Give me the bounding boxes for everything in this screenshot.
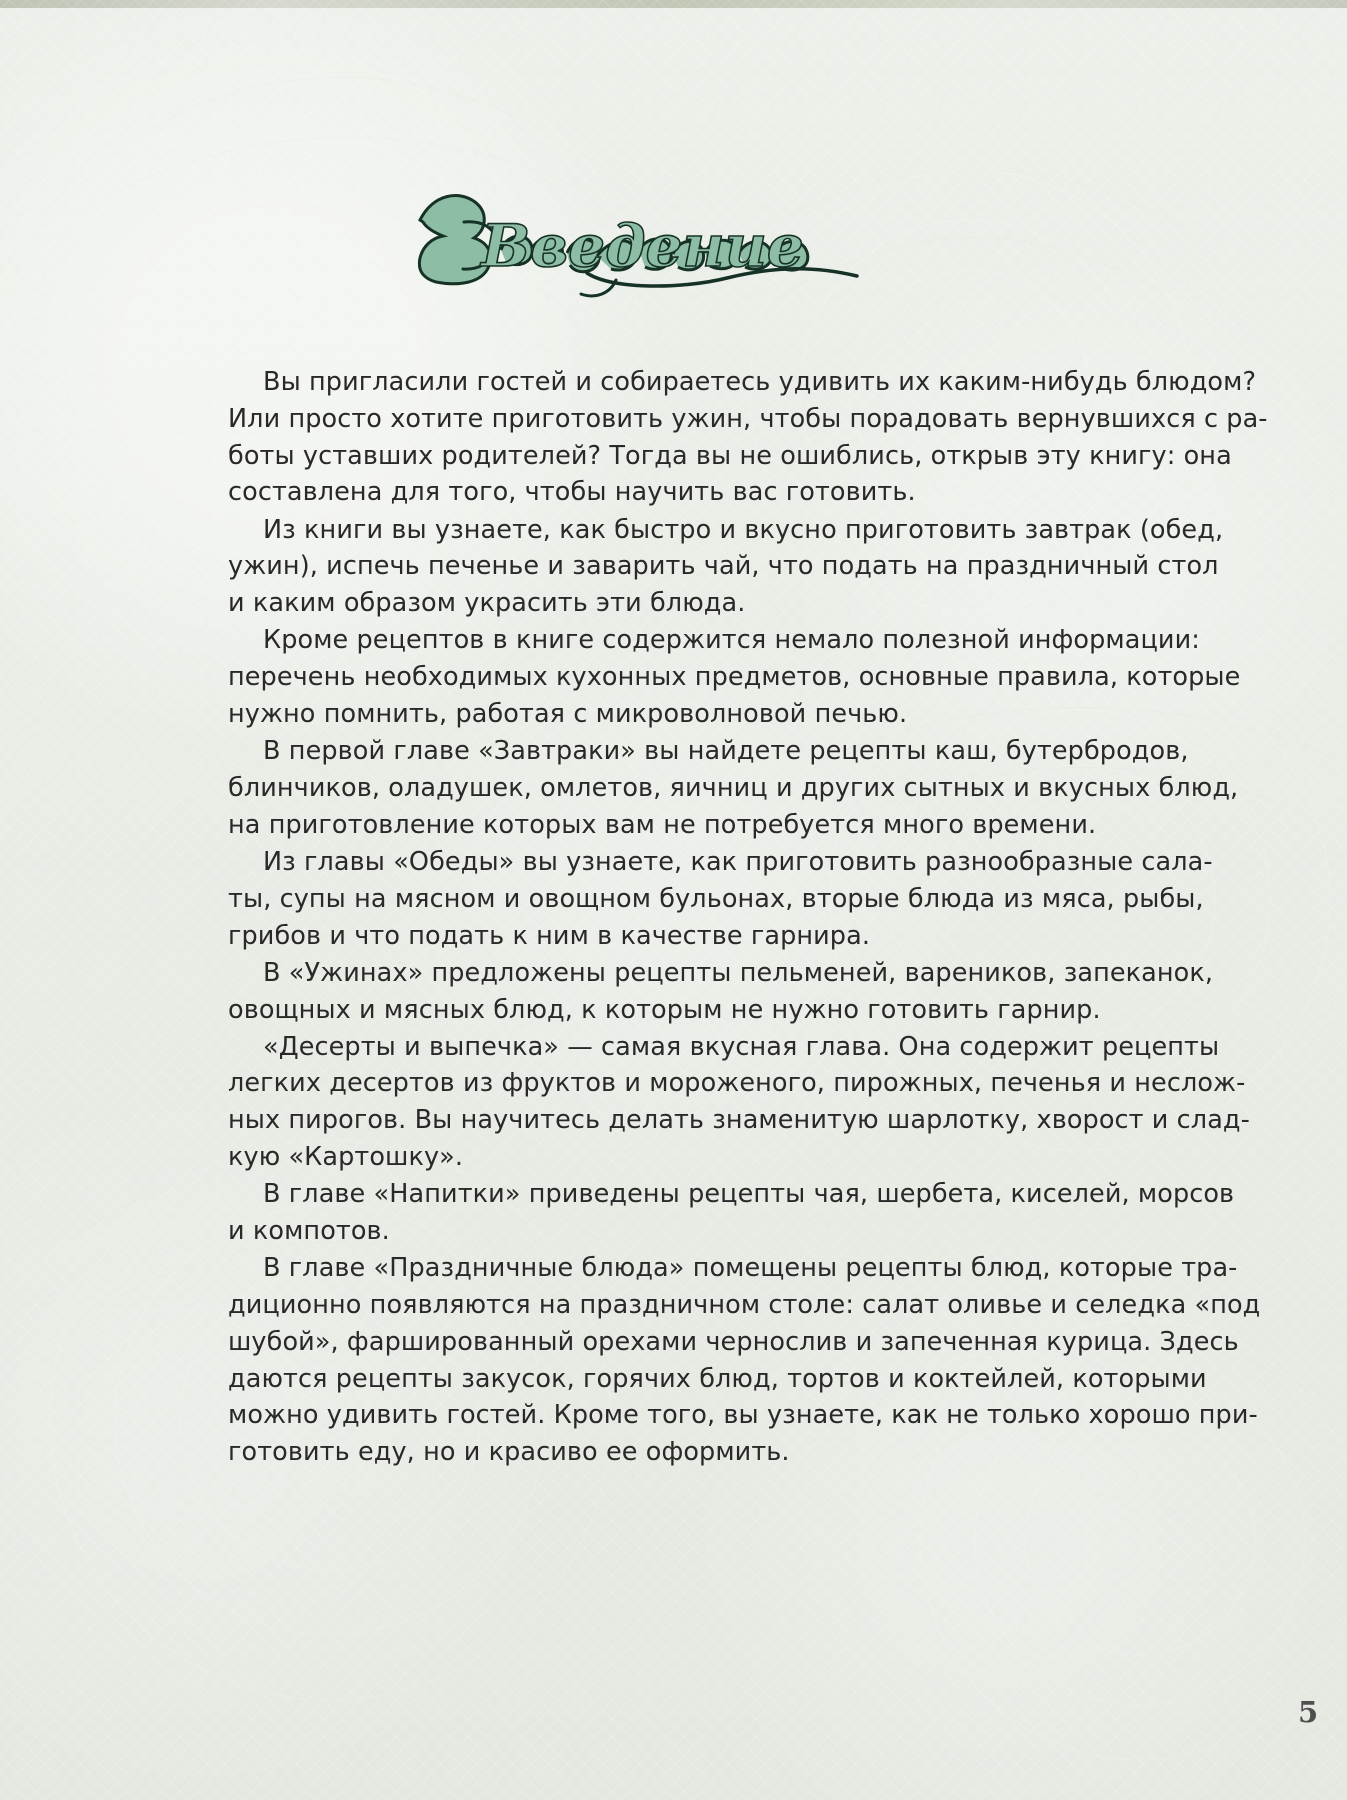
paragraph-1 xyxy=(228,364,1268,511)
paragraph-line: Кроме рецептов в книге содержится немало полезной информации: xyxy=(263,625,1200,656)
title-text: Введение xyxy=(481,212,804,280)
paragraph-line: шубой», фаршированный орехами чернослив и запеченная курица. Здесь xyxy=(228,1326,1239,1357)
paragraph-line: блинчиков, оладушек, омлетов, яичниц и других сытных и вкусных блюд, xyxy=(228,772,1239,803)
paragraph-line: и каким образом украсить эти блюда. xyxy=(228,588,746,619)
paragraph-line: легких десертов из фруктов и мороженого, пирожных, печенья и неслож- xyxy=(228,1068,1246,1099)
paragraph-line: нужно помнить, работая с микроволновой печью. xyxy=(228,698,908,729)
paragraph-line: Из книги вы узнаете, как быстро и вкусно приготовить завтрак (обед, xyxy=(263,514,1224,545)
paragraph-line: готовить еду, но и красиво ее оформить. xyxy=(228,1437,790,1468)
paragraph-line: даются рецепты закусок, горячих блюд, тортов и коктейлей, которыми xyxy=(228,1363,1207,1394)
paragraph-6 xyxy=(228,955,1214,1029)
intro-body xyxy=(228,364,1268,1471)
paragraph-line: боты уставших родителей? Тогда вы не ошиблись, открыв эту книгу: она xyxy=(228,440,1232,471)
page-number: 5 xyxy=(1298,1695,1319,1729)
paragraph-line: ты, супы на мясном и овощном бульонах, вторые блюда из мяса, рыбы, xyxy=(228,883,1204,914)
chapter-title xyxy=(405,178,880,324)
paragraph-line: грибов и что подать к ним в качестве гарнира. xyxy=(228,920,871,951)
paragraph-line: составлена для того, чтобы научить вас готовить. xyxy=(228,477,916,508)
paragraph-line: и компотов. xyxy=(228,1216,390,1247)
paragraph-line: перечень необходимых кухонных предметов, основные правила, которые xyxy=(228,662,1241,693)
title-script-lettering xyxy=(405,178,880,324)
paragraph-3 xyxy=(228,622,1241,732)
paragraph-line: овощных и мясных блюд, к которым не нужно готовить гарнир. xyxy=(228,994,1101,1025)
paragraph-line: можно удивить гостей. Кроме того, вы узнаете, как не только хорошо при- xyxy=(228,1400,1258,1431)
paragraph-line: Вы пригласили гостей и собираетесь удивить их каким-нибудь блюдом? xyxy=(263,367,1257,397)
paragraph-9 xyxy=(228,1250,1261,1471)
paragraph-line: «Десерты и выпечка» — самая вкусная глава. Она содержит рецепты xyxy=(263,1031,1220,1062)
paragraph-line: В «Ужинах» предложены рецепты пельменей, вареников, запеканок, xyxy=(263,957,1214,988)
paragraph-line: В первой главе «Завтраки» вы найдете рецепты каш, бутербродов, xyxy=(263,736,1189,767)
paragraph-line: ужин), испечь печенье и заварить чай, что подать на праздничный стол xyxy=(228,551,1219,582)
paragraph-line: диционно появляются на праздничном столе: салат оливье и селедка «под xyxy=(228,1290,1261,1321)
paragraph-line: В главе «Напитки» приведены рецепты чая, шербета, киселей, морсов xyxy=(263,1179,1235,1210)
paragraph-4 xyxy=(228,733,1239,843)
paragraph-line: Или просто хотите приготовить ужин, чтобы порадовать вернувшихся с ра- xyxy=(228,403,1268,434)
paragraph-7 xyxy=(228,1029,1250,1176)
paragraph-line: кую «Картошку». xyxy=(228,1142,464,1173)
paragraph-line: Из главы «Обеды» вы узнаете, как приготовить разнообразные сала- xyxy=(263,846,1213,877)
paragraph-2 xyxy=(228,512,1224,622)
paragraph-line: ных пирогов. Вы научитесь делать знаменитую шарлотку, хворост и слад- xyxy=(228,1105,1250,1136)
paragraph-line: на приготовление которых вам не потребуется много времени. xyxy=(228,809,1097,840)
paragraph-line: В главе «Праздничные блюда» помещены рецепты блюд, которые тра- xyxy=(263,1253,1238,1284)
paragraph-5 xyxy=(228,844,1213,954)
paragraph-8 xyxy=(228,1176,1235,1250)
